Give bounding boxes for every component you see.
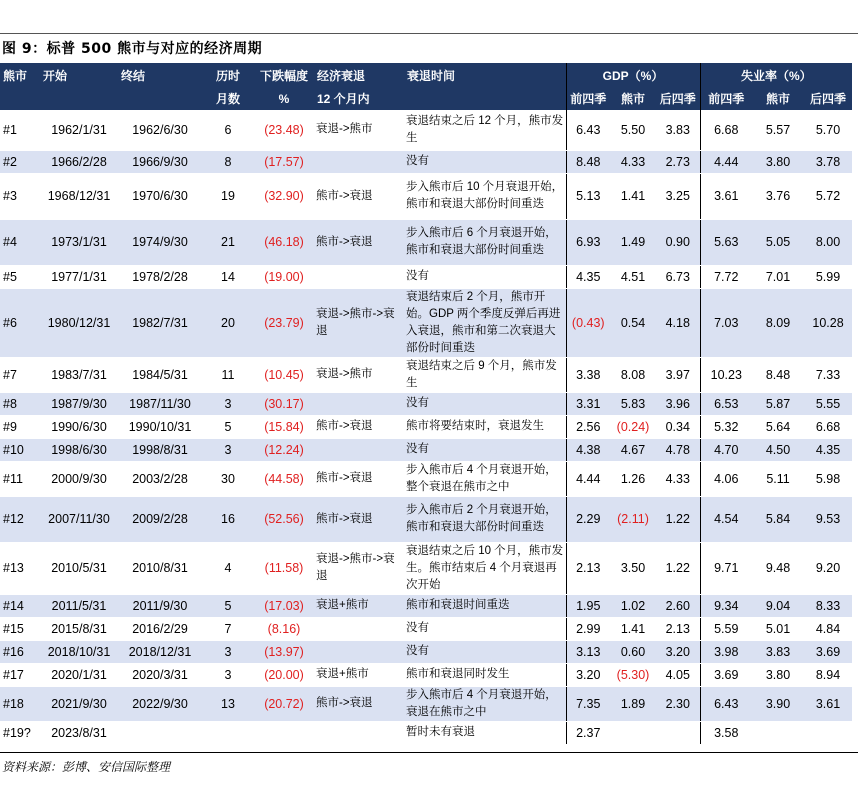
end-date-cell: 1970/6/30 (118, 173, 202, 219)
gdp-pre-cell: 2.13 (566, 542, 610, 594)
unemp-post-cell: 4.35 (804, 438, 852, 461)
recession-time-cell: 没有 (404, 617, 566, 640)
econ-cycle-cell (314, 640, 404, 663)
start-date-cell: 1977/1/31 (40, 265, 118, 288)
duration-months-cell: 4 (202, 542, 254, 594)
econ-cycle-cell (314, 150, 404, 173)
gdp-pre-cell: 4.38 (566, 438, 610, 461)
recession-time-cell: 熊市和衰退时间重迭 (404, 594, 566, 617)
unemp-post-cell: 5.99 (804, 265, 852, 288)
unemp-pre-cell: 5.63 (700, 219, 752, 265)
recession-time-cell: 熊市和衰退同时发生 (404, 663, 566, 686)
econ-cycle-cell: 熊市->衰退 (314, 461, 404, 496)
bear-market-table (0, 63, 852, 745)
header-start: 开始 (40, 63, 118, 87)
decline-pct-cell: (10.45) (254, 357, 314, 392)
gdp-post-cell: 0.90 (656, 219, 700, 265)
recession-time-cell: 衰退结束后 2 个月，熊市开始。GDP 两个季度反弹后再进入衰退，熊市和第二次衰退大部份时间重迭 (404, 288, 566, 357)
duration-months-cell: 20 (202, 288, 254, 357)
gdp-bear-cell: 1.49 (610, 219, 656, 265)
unemp-pre-cell: 5.32 (700, 415, 752, 438)
table-row (0, 357, 852, 392)
gdp-bear-cell: 1.41 (610, 617, 656, 640)
row-id-cell: #17 (0, 663, 40, 686)
header-u-pre: 前四季 (700, 87, 752, 110)
end-date-cell: 2022/9/30 (118, 686, 202, 721)
row-id-cell: #1 (0, 110, 40, 150)
duration-months-cell: 14 (202, 265, 254, 288)
unemp-post-cell: 4.84 (804, 617, 852, 640)
gdp-bear-cell: 5.83 (610, 392, 656, 415)
unemp-pre-cell: 4.44 (700, 150, 752, 173)
row-id-cell: #10 (0, 438, 40, 461)
unemp-post-cell: 9.53 (804, 496, 852, 542)
start-date-cell: 1990/6/30 (40, 415, 118, 438)
econ-cycle-cell: 衰退+熊市 (314, 594, 404, 617)
table-row (0, 721, 852, 744)
gdp-pre-cell: (0.43) (566, 288, 610, 357)
unemp-pre-cell: 6.68 (700, 110, 752, 150)
table-row (0, 173, 852, 219)
gdp-bear-cell: (5.30) (610, 663, 656, 686)
header-decline: 下跌幅度 (254, 63, 314, 87)
duration-months-cell: 5 (202, 594, 254, 617)
start-date-cell: 2007/11/30 (40, 496, 118, 542)
econ-cycle-cell (314, 617, 404, 640)
gdp-bear-cell: 4.67 (610, 438, 656, 461)
row-id-cell: #2 (0, 150, 40, 173)
end-date-cell: 1987/11/30 (118, 392, 202, 415)
econ-cycle-cell: 衰退->熊市->衰退 (314, 288, 404, 357)
econ-cycle-cell: 熊市->衰退 (314, 415, 404, 438)
gdp-post-cell: 3.83 (656, 110, 700, 150)
recession-time-cell: 没有 (404, 392, 566, 415)
unemp-post-cell: 10.28 (804, 288, 852, 357)
start-date-cell: 2021/9/30 (40, 686, 118, 721)
row-id-cell: #8 (0, 392, 40, 415)
start-date-cell: 2011/5/31 (40, 594, 118, 617)
econ-cycle-cell: 熊市->衰退 (314, 686, 404, 721)
start-date-cell: 1980/12/31 (40, 288, 118, 357)
start-date-cell: 1968/12/31 (40, 173, 118, 219)
end-date-cell: 2010/8/31 (118, 542, 202, 594)
duration-months-cell: 6 (202, 110, 254, 150)
bottom-rule (0, 752, 858, 753)
end-date-cell: 2003/2/28 (118, 461, 202, 496)
econ-cycle-cell (314, 721, 404, 744)
decline-pct-cell: (44.58) (254, 461, 314, 496)
unemp-post-cell: 5.55 (804, 392, 852, 415)
gdp-bear-cell: 1.02 (610, 594, 656, 617)
end-date-cell: 1984/5/31 (118, 357, 202, 392)
start-date-cell: 2020/1/31 (40, 663, 118, 686)
econ-cycle-cell: 衰退->熊市->衰退 (314, 542, 404, 594)
end-date-cell: 2018/12/31 (118, 640, 202, 663)
gdp-bear-cell: 4.33 (610, 150, 656, 173)
unemp-pre-cell: 10.23 (700, 357, 752, 392)
unemp-bear-cell: 8.48 (752, 357, 804, 392)
header-gdp-post: 后四季 (656, 87, 700, 110)
duration-months-cell: 5 (202, 415, 254, 438)
unemp-pre-cell: 5.59 (700, 617, 752, 640)
econ-cycle-cell: 衰退+熊市 (314, 663, 404, 686)
unemp-pre-cell: 3.61 (700, 173, 752, 219)
gdp-post-cell: 4.05 (656, 663, 700, 686)
table-row (0, 461, 852, 496)
econ-cycle-cell: 熊市->衰退 (314, 496, 404, 542)
unemp-bear-cell: 3.80 (752, 150, 804, 173)
row-id-cell: #16 (0, 640, 40, 663)
unemp-bear-cell: 8.09 (752, 288, 804, 357)
duration-months-cell: 11 (202, 357, 254, 392)
gdp-pre-cell: 3.38 (566, 357, 610, 392)
recession-time-cell: 衰退结束之后 9 个月，熊市发生 (404, 357, 566, 392)
table-row (0, 219, 852, 265)
duration-months-cell: 13 (202, 686, 254, 721)
gdp-pre-cell: 2.56 (566, 415, 610, 438)
start-date-cell: 2018/10/31 (40, 640, 118, 663)
start-date-cell: 1983/7/31 (40, 357, 118, 392)
gdp-post-cell: 4.33 (656, 461, 700, 496)
gdp-bear-cell: 5.50 (610, 110, 656, 150)
table-row (0, 150, 852, 173)
recession-time-cell: 暂时未有衰退 (404, 721, 566, 744)
end-date-cell: 1974/9/30 (118, 219, 202, 265)
duration-months-cell: 16 (202, 496, 254, 542)
unemp-pre-cell: 9.71 (700, 542, 752, 594)
end-date-cell: 2009/2/28 (118, 496, 202, 542)
row-id-cell: #15 (0, 617, 40, 640)
decline-pct-cell: (8.16) (254, 617, 314, 640)
unemp-bear-cell: 4.50 (752, 438, 804, 461)
end-date-cell: 1966/9/30 (118, 150, 202, 173)
recession-time-cell: 步入熊市后 2 个月衰退开始，熊市和衰退大部份时间重迭 (404, 496, 566, 542)
unemp-bear-cell: 7.01 (752, 265, 804, 288)
unemp-post-cell: 6.68 (804, 415, 852, 438)
gdp-bear-cell: 1.89 (610, 686, 656, 721)
start-date-cell: 1966/2/28 (40, 150, 118, 173)
decline-pct-cell: (52.56) (254, 496, 314, 542)
start-date-cell: 1998/6/30 (40, 438, 118, 461)
table-row (0, 542, 852, 594)
unemp-pre-cell: 3.98 (700, 640, 752, 663)
decline-pct-cell: (23.79) (254, 288, 314, 357)
gdp-post-cell: 1.22 (656, 496, 700, 542)
gdp-pre-cell: 3.31 (566, 392, 610, 415)
decline-pct-cell: (32.90) (254, 173, 314, 219)
row-id-cell: #9 (0, 415, 40, 438)
duration-months-cell: 3 (202, 663, 254, 686)
row-id-cell: #6 (0, 288, 40, 357)
econ-cycle-cell: 衰退->熊市 (314, 110, 404, 150)
econ-cycle-cell: 衰退->熊市 (314, 357, 404, 392)
figure-title: 图 9：标普 500 熊市与对应的经济周期 (2, 41, 263, 57)
row-id-cell: #5 (0, 265, 40, 288)
header-u-bear: 熊市 (752, 87, 804, 110)
gdp-bear-cell: 0.60 (610, 640, 656, 663)
unemp-bear-cell: 3.90 (752, 686, 804, 721)
source-note: 资料来源：彭博、安信国际整理 (2, 760, 171, 774)
end-date-cell: 1982/7/31 (118, 288, 202, 357)
gdp-pre-cell: 5.13 (566, 173, 610, 219)
gdp-pre-cell: 1.95 (566, 594, 610, 617)
gdp-post-cell: 2.60 (656, 594, 700, 617)
row-id-cell: #3 (0, 173, 40, 219)
header-unemployment: 失业率（%） (700, 63, 852, 87)
unemp-pre-cell: 3.58 (700, 721, 752, 744)
duration-months-cell: 8 (202, 150, 254, 173)
unemp-post-cell (804, 721, 852, 744)
header-gdp-pre: 前四季 (566, 87, 610, 110)
decline-pct-cell: (46.18) (254, 219, 314, 265)
gdp-bear-cell (610, 721, 656, 744)
gdp-pre-cell: 2.99 (566, 617, 610, 640)
table-row (0, 663, 852, 686)
unemp-bear-cell: 3.76 (752, 173, 804, 219)
unemp-post-cell: 8.33 (804, 594, 852, 617)
decline-pct-cell: (11.58) (254, 542, 314, 594)
gdp-post-cell: 3.97 (656, 357, 700, 392)
header-gdp-bear: 熊市 (610, 87, 656, 110)
start-date-cell: 1962/1/31 (40, 110, 118, 150)
decline-pct-cell: (17.03) (254, 594, 314, 617)
gdp-post-cell: 1.22 (656, 542, 700, 594)
gdp-pre-cell: 3.20 (566, 663, 610, 686)
recession-time-cell: 没有 (404, 640, 566, 663)
gdp-pre-cell: 2.37 (566, 721, 610, 744)
decline-pct-cell: (23.48) (254, 110, 314, 150)
header-duration-unit: 月数 (202, 87, 254, 110)
gdp-post-cell: 2.13 (656, 617, 700, 640)
duration-months-cell: 21 (202, 219, 254, 265)
duration-months-cell: 7 (202, 617, 254, 640)
duration-months-cell: 3 (202, 438, 254, 461)
header-gdp: GDP（%） (566, 63, 700, 87)
unemp-bear-cell: 3.80 (752, 663, 804, 686)
recession-time-cell: 步入熊市后 4 个月衰退开始，整个衰退在熊市之中 (404, 461, 566, 496)
unemp-pre-cell: 3.69 (700, 663, 752, 686)
unemp-pre-cell: 6.53 (700, 392, 752, 415)
gdp-bear-cell: (2.11) (610, 496, 656, 542)
start-date-cell: 1973/1/31 (40, 219, 118, 265)
table-row (0, 496, 852, 542)
unemp-post-cell: 8.94 (804, 663, 852, 686)
table-row (0, 288, 852, 357)
unemp-pre-cell: 4.70 (700, 438, 752, 461)
gdp-bear-cell: 4.51 (610, 265, 656, 288)
header-econ-cycle: 经济衰退 (314, 63, 404, 87)
unemp-pre-cell: 4.54 (700, 496, 752, 542)
unemp-post-cell: 3.69 (804, 640, 852, 663)
end-date-cell (118, 721, 202, 744)
gdp-pre-cell: 4.44 (566, 461, 610, 496)
header-row-2 (0, 87, 852, 110)
gdp-pre-cell: 4.35 (566, 265, 610, 288)
start-date-cell: 2010/5/31 (40, 542, 118, 594)
table-row (0, 415, 852, 438)
gdp-pre-cell: 8.48 (566, 150, 610, 173)
unemp-post-cell: 5.98 (804, 461, 852, 496)
header-econ-cycle-sub: 12 个月内 (314, 87, 404, 110)
decline-pct-cell: (19.00) (254, 265, 314, 288)
gdp-pre-cell: 6.43 (566, 110, 610, 150)
end-date-cell: 1990/10/31 (118, 415, 202, 438)
table-row (0, 265, 852, 288)
gdp-post-cell: 2.30 (656, 686, 700, 721)
gdp-post-cell: 6.73 (656, 265, 700, 288)
decline-pct-cell (254, 721, 314, 744)
gdp-pre-cell: 6.93 (566, 219, 610, 265)
header-decline-unit: % (254, 87, 314, 110)
decline-pct-cell: (15.84) (254, 415, 314, 438)
recession-time-cell: 没有 (404, 265, 566, 288)
gdp-bear-cell: (0.24) (610, 415, 656, 438)
recession-time-cell: 步入熊市后 6 个月衰退开始，熊市和衰退大部份时间重迭 (404, 219, 566, 265)
unemp-bear-cell (752, 721, 804, 744)
recession-time-cell: 没有 (404, 150, 566, 173)
end-date-cell: 2011/9/30 (118, 594, 202, 617)
end-date-cell: 2020/3/31 (118, 663, 202, 686)
econ-cycle-cell (314, 392, 404, 415)
recession-time-cell: 衰退结束之后 10 个月，熊市发生。熊市结束后 4 个月衰退再次开始 (404, 542, 566, 594)
gdp-post-cell: 3.96 (656, 392, 700, 415)
gdp-post-cell: 3.25 (656, 173, 700, 219)
unemp-post-cell: 9.20 (804, 542, 852, 594)
decline-pct-cell: (12.24) (254, 438, 314, 461)
unemp-bear-cell: 5.05 (752, 219, 804, 265)
duration-months-cell: 3 (202, 640, 254, 663)
econ-cycle-cell: 熊市->衰退 (314, 173, 404, 219)
gdp-post-cell (656, 721, 700, 744)
gdp-pre-cell: 7.35 (566, 686, 610, 721)
unemp-post-cell: 3.78 (804, 150, 852, 173)
table-row (0, 110, 852, 150)
unemp-pre-cell: 7.03 (700, 288, 752, 357)
gdp-post-cell: 3.20 (656, 640, 700, 663)
table-row (0, 438, 852, 461)
gdp-post-cell: 2.73 (656, 150, 700, 173)
unemp-bear-cell: 9.04 (752, 594, 804, 617)
unemp-post-cell: 3.61 (804, 686, 852, 721)
gdp-bear-cell: 1.26 (610, 461, 656, 496)
unemp-bear-cell: 5.57 (752, 110, 804, 150)
unemp-bear-cell: 9.48 (752, 542, 804, 594)
decline-pct-cell: (20.72) (254, 686, 314, 721)
gdp-bear-cell: 8.08 (610, 357, 656, 392)
unemp-pre-cell: 7.72 (700, 265, 752, 288)
decline-pct-cell: (17.57) (254, 150, 314, 173)
gdp-post-cell: 4.18 (656, 288, 700, 357)
end-date-cell: 1978/2/28 (118, 265, 202, 288)
gdp-bear-cell: 3.50 (610, 542, 656, 594)
recession-time-cell: 步入熊市后 4 个月衰退开始，衰退在熊市之中 (404, 686, 566, 721)
unemp-pre-cell: 6.43 (700, 686, 752, 721)
unemp-bear-cell: 5.11 (752, 461, 804, 496)
table-row (0, 640, 852, 663)
decline-pct-cell: (13.97) (254, 640, 314, 663)
table-row (0, 594, 852, 617)
econ-cycle-cell (314, 265, 404, 288)
duration-months-cell: 3 (202, 392, 254, 415)
header-end: 终结 (118, 63, 202, 87)
econ-cycle-cell (314, 438, 404, 461)
start-date-cell: 2015/8/31 (40, 617, 118, 640)
header-recession-time: 衰退时间 (404, 63, 566, 87)
row-id-cell: #14 (0, 594, 40, 617)
unemp-bear-cell: 5.64 (752, 415, 804, 438)
table-row (0, 686, 852, 721)
gdp-bear-cell: 0.54 (610, 288, 656, 357)
table-body (0, 110, 852, 744)
start-date-cell: 2023/8/31 (40, 721, 118, 744)
table-row (0, 392, 852, 415)
header-row-1 (0, 63, 852, 87)
row-id-cell: #12 (0, 496, 40, 542)
duration-months-cell: 19 (202, 173, 254, 219)
row-id-cell: #7 (0, 357, 40, 392)
header-bear: 熊市 (0, 63, 40, 87)
unemp-bear-cell: 3.83 (752, 640, 804, 663)
unemp-pre-cell: 4.06 (700, 461, 752, 496)
recession-time-cell: 衰退结束之后 12 个月，熊市发生 (404, 110, 566, 150)
gdp-post-cell: 4.78 (656, 438, 700, 461)
row-id-cell: #19? (0, 721, 40, 744)
unemp-bear-cell: 5.87 (752, 392, 804, 415)
start-date-cell: 2000/9/30 (40, 461, 118, 496)
table-row (0, 617, 852, 640)
end-date-cell: 1962/6/30 (118, 110, 202, 150)
top-rule (0, 33, 858, 34)
gdp-bear-cell: 1.41 (610, 173, 656, 219)
gdp-pre-cell: 2.29 (566, 496, 610, 542)
recession-time-cell: 熊市将要结束时，衰退发生 (404, 415, 566, 438)
row-id-cell: #13 (0, 542, 40, 594)
unemp-post-cell: 8.00 (804, 219, 852, 265)
decline-pct-cell: (20.00) (254, 663, 314, 686)
gdp-pre-cell: 3.13 (566, 640, 610, 663)
recession-time-cell: 没有 (404, 438, 566, 461)
row-id-cell: #11 (0, 461, 40, 496)
unemp-post-cell: 7.33 (804, 357, 852, 392)
unemp-post-cell: 5.70 (804, 110, 852, 150)
econ-cycle-cell: 熊市->衰退 (314, 219, 404, 265)
duration-months-cell (202, 721, 254, 744)
row-id-cell: #18 (0, 686, 40, 721)
end-date-cell: 1998/8/31 (118, 438, 202, 461)
header-u-post: 后四季 (804, 87, 852, 110)
end-date-cell: 2016/2/29 (118, 617, 202, 640)
unemp-post-cell: 5.72 (804, 173, 852, 219)
decline-pct-cell: (30.17) (254, 392, 314, 415)
unemp-bear-cell: 5.84 (752, 496, 804, 542)
header-duration: 历时 (202, 63, 254, 87)
row-id-cell: #4 (0, 219, 40, 265)
unemp-bear-cell: 5.01 (752, 617, 804, 640)
start-date-cell: 1987/9/30 (40, 392, 118, 415)
unemp-pre-cell: 9.34 (700, 594, 752, 617)
duration-months-cell: 30 (202, 461, 254, 496)
recession-time-cell: 步入熊市后 10 个月衰退开始，熊市和衰退大部份时间重迭 (404, 173, 566, 219)
gdp-post-cell: 0.34 (656, 415, 700, 438)
